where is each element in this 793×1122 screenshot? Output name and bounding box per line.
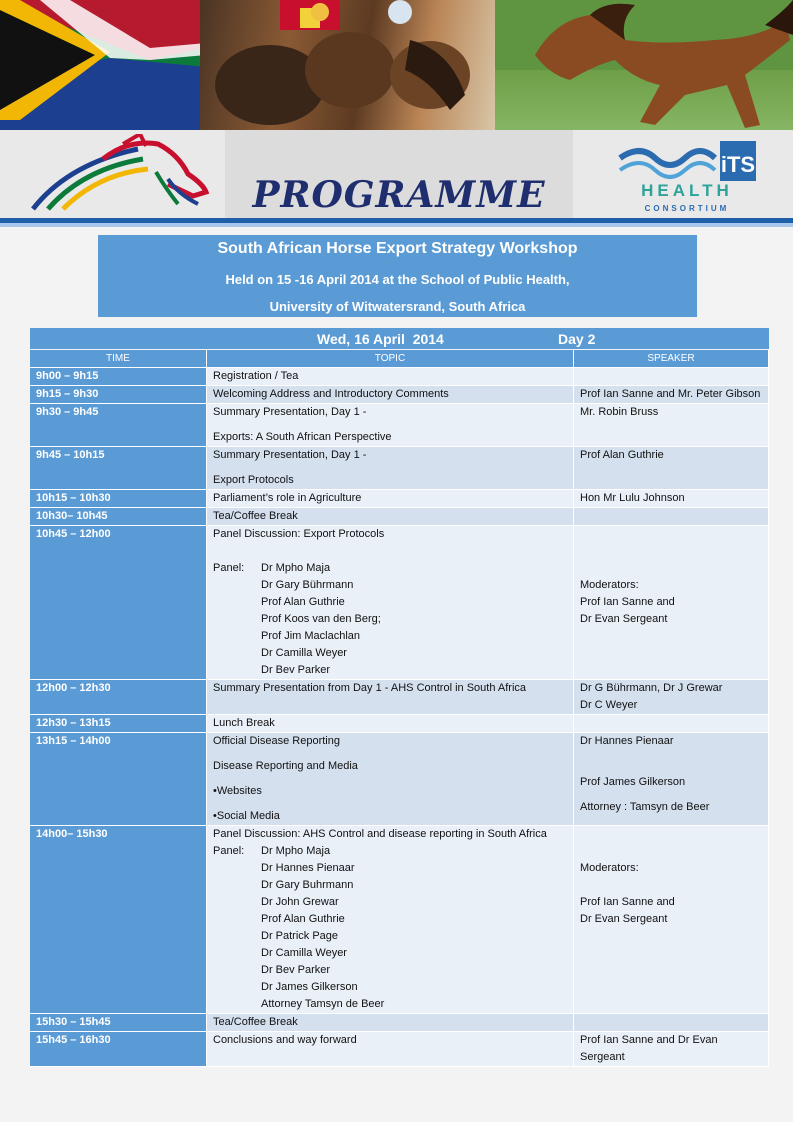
speaker-cell [574, 1014, 769, 1032]
speaker-cell [574, 490, 769, 508]
text-line: Dr Hannes Pienaar [580, 735, 674, 747]
text-line: Registration / Tea [213, 370, 299, 382]
speaker-cell [574, 526, 769, 680]
panel-member [213, 843, 567, 860]
header-banner [0, 0, 793, 130]
panel-member [213, 894, 567, 911]
spacer [213, 464, 567, 472]
panel-member-name: Dr Mpho Maja [261, 845, 331, 857]
panel-label: Panel: [213, 845, 245, 857]
horse-head-logo [28, 134, 213, 214]
panel-member [213, 877, 567, 894]
text-line: Welcoming Address and Introductory Comments [213, 388, 449, 400]
topic-cell [207, 508, 574, 526]
spacer [213, 750, 567, 758]
speaker-cell [574, 508, 769, 526]
spacer [580, 843, 762, 860]
text-line: Conclusions and way forward [213, 1034, 357, 1046]
text-line: •Websites [213, 785, 262, 797]
table-row [30, 490, 769, 508]
panel-member-name: Dr Bev Parker [261, 964, 331, 976]
running-horse-image [495, 0, 793, 130]
topic-cell [207, 490, 574, 508]
speaker-cell [574, 680, 769, 715]
panel-member-name: Dr Mpho Maja [261, 562, 331, 574]
time-cell: 14h00– 15h30 [30, 826, 207, 1014]
text-line: Export Protocols [213, 474, 294, 486]
text-line: Prof Ian Sanne and Dr Evan Sergeant [580, 1034, 718, 1063]
spacer [580, 560, 762, 577]
speaker-cell [574, 447, 769, 490]
panel-member [213, 911, 567, 928]
table-row [30, 386, 769, 404]
text-line: Summary Presentation, Day 1 - [213, 406, 367, 418]
time-cell: 15h30 – 15h45 [30, 1014, 207, 1032]
time-cell: 10h30– 10h45 [30, 508, 207, 526]
column-header-topic: TOPIC [207, 350, 574, 368]
text-line: Mr. Robin Bruss [580, 406, 659, 418]
spacer [213, 543, 567, 560]
topic-cell [207, 447, 574, 490]
panel-member-name: Prof Jim Maclachlan [261, 630, 361, 642]
divider-bar-light [0, 223, 793, 227]
topic-cell [207, 386, 574, 404]
topic-cell [207, 1032, 574, 1067]
text-line: Summary Presentation from Day 1 - AHS Control in South Africa [213, 682, 527, 694]
panel-member [213, 962, 567, 979]
time-cell: 12h30 – 13h15 [30, 715, 207, 733]
table-row [30, 404, 769, 447]
spacer [580, 791, 762, 799]
panel-member-name: Dr Patrick Page [261, 930, 339, 942]
spacer [580, 543, 762, 560]
text-line: Dr C Weyer [580, 699, 638, 711]
text-line: Attorney : Tamsyn de Beer [580, 801, 710, 813]
logo-strip [0, 130, 793, 218]
speaker-cell [574, 368, 769, 386]
panel-label: Panel: [213, 562, 245, 574]
text-line: Prof Ian Sanne and [580, 896, 675, 908]
panel-member [213, 996, 567, 1013]
programme-heading: PROGRAMME [252, 174, 546, 216]
topic-cell [207, 368, 574, 386]
column-header-time: TIME [30, 350, 207, 368]
text-line: Summary Presentation, Day 1 - [213, 449, 367, 461]
text-line: Official Disease Reporting [213, 735, 340, 747]
panel-member-name: Prof Koos van den Berg; [261, 613, 381, 625]
panel-member [213, 860, 567, 877]
panel-member [213, 979, 567, 996]
text-line: Tea/Coffee Break [213, 1016, 298, 1028]
time-cell: 12h00 – 12h30 [30, 680, 207, 715]
wits-consortium-text: CONSORTIUM [644, 204, 730, 213]
text-line: Tea/Coffee Break [213, 510, 298, 522]
panel-member-name: Dr John Grewar [261, 896, 339, 908]
topic-cell [207, 826, 574, 1014]
wits-health-consortium-logo [615, 136, 760, 216]
panel-member [213, 560, 567, 577]
time-cell: 13h15 – 14h00 [30, 733, 207, 826]
workshop-title: South African Horse Export Strategy Workshop [217, 240, 578, 257]
panel-member [213, 577, 567, 594]
text-line: Lunch Break [213, 717, 275, 729]
panel-member-name: Dr Hannes Pienaar [261, 862, 355, 874]
panel-member [213, 662, 567, 679]
speaker-cell [574, 826, 769, 1014]
panel-member-name: Dr Camilla Weyer [261, 647, 347, 659]
time-cell: 10h15 – 10h30 [30, 490, 207, 508]
text-line: Prof Ian Sanne and Mr. Peter Gibson [580, 388, 761, 400]
wits-health-text: HEALTH [641, 181, 733, 200]
panel-member-name: Prof Alan Guthrie [261, 596, 345, 608]
panel-member-name: Dr Gary Bührmann [261, 579, 354, 591]
spacer [580, 766, 762, 774]
time-cell: 9h15 – 9h30 [30, 386, 207, 404]
table-row [30, 368, 769, 386]
panel-member [213, 611, 567, 628]
workshop-date-venue: Held on 15 -16 April 2014 at the School of Public Health, [225, 272, 570, 287]
topic-cell [207, 733, 574, 826]
table-row [30, 526, 769, 680]
spacer [580, 526, 762, 543]
text-line: Dr G Bührmann, Dr J Grewar [580, 682, 723, 694]
text-line: Moderators: [580, 579, 639, 591]
panel-member-name: Prof Alan Guthrie [261, 913, 345, 925]
speaker-cell [574, 1032, 769, 1067]
panel-member-name: Attorney Tamsyn de Beer [261, 998, 385, 1010]
text-line: Prof Alan Guthrie [580, 449, 664, 461]
topic-cell [207, 680, 574, 715]
text-line: Dr Evan Sergeant [580, 913, 668, 925]
text-line: Disease Reporting and Media [213, 760, 358, 772]
table-header-row [30, 350, 769, 368]
panel-member [213, 594, 567, 611]
panel-member [213, 628, 567, 645]
column-header-speaker: SPEAKER [574, 350, 769, 368]
day-header [30, 328, 769, 349]
time-cell: 9h00 – 9h15 [30, 368, 207, 386]
time-cell: 9h45 – 10h15 [30, 447, 207, 490]
topic-cell [207, 1014, 574, 1032]
text-line: Prof Ian Sanne and [580, 596, 675, 608]
speaker-cell [574, 733, 769, 826]
programme-banner [225, 130, 573, 218]
text-line: Exports: A South African Perspective [213, 431, 392, 443]
table-row [30, 447, 769, 490]
text-line: Hon Mr Lulu Johnson [580, 492, 685, 504]
text-line: Moderators: [580, 862, 639, 874]
topic-cell [207, 526, 574, 680]
workshop-title-box [98, 235, 697, 317]
table-row [30, 733, 769, 826]
schedule-body [30, 368, 769, 1067]
text-line: Panel Discussion: AHS Control and disease reporting in South Africa [213, 828, 547, 840]
panel-member [213, 645, 567, 662]
racehorses-image [200, 0, 495, 130]
workshop-university: University of Witwatersrand, South Africa [269, 299, 526, 314]
panel-member [213, 928, 567, 945]
table-row [30, 826, 769, 1014]
table-row [30, 1032, 769, 1067]
table-row [30, 508, 769, 526]
speaker-cell [574, 404, 769, 447]
text-line: Prof James Gilkerson [580, 776, 686, 788]
text-line: Parliament’s role in Agriculture [213, 492, 362, 504]
panel-member-name: Dr Camilla Weyer [261, 947, 347, 959]
time-cell: 9h30 – 9h45 [30, 404, 207, 447]
speaker-cell [574, 715, 769, 733]
spacer [580, 750, 762, 758]
table-row [30, 680, 769, 715]
spacer [580, 877, 762, 894]
day-date: Wed, 16 April 2014 [317, 331, 444, 347]
table-row [30, 715, 769, 733]
text-line: Panel Discussion: Export Protocols [213, 528, 385, 540]
spacer [213, 421, 567, 429]
spacer [213, 775, 567, 783]
panel-member-name: Dr Bev Parker [261, 664, 331, 676]
time-cell: 15h45 – 16h30 [30, 1032, 207, 1067]
table-row [30, 1014, 769, 1032]
spacer [213, 800, 567, 808]
day-label: Day 2 [558, 331, 596, 347]
panel-member-name: Dr Gary Buhrmann [261, 879, 354, 891]
panel-member-name: Dr James Gilkerson [261, 981, 358, 993]
text-line: •Social Media [213, 810, 280, 822]
spacer [580, 758, 762, 766]
wits-logo-text: iTS [720, 152, 756, 177]
speaker-cell [574, 386, 769, 404]
topic-cell [207, 715, 574, 733]
text-line: Dr Evan Sergeant [580, 613, 668, 625]
panel-member [213, 945, 567, 962]
time-cell: 10h45 – 12h00 [30, 526, 207, 680]
topic-cell [207, 404, 574, 447]
schedule-table [30, 350, 769, 1067]
spacer [580, 826, 762, 843]
